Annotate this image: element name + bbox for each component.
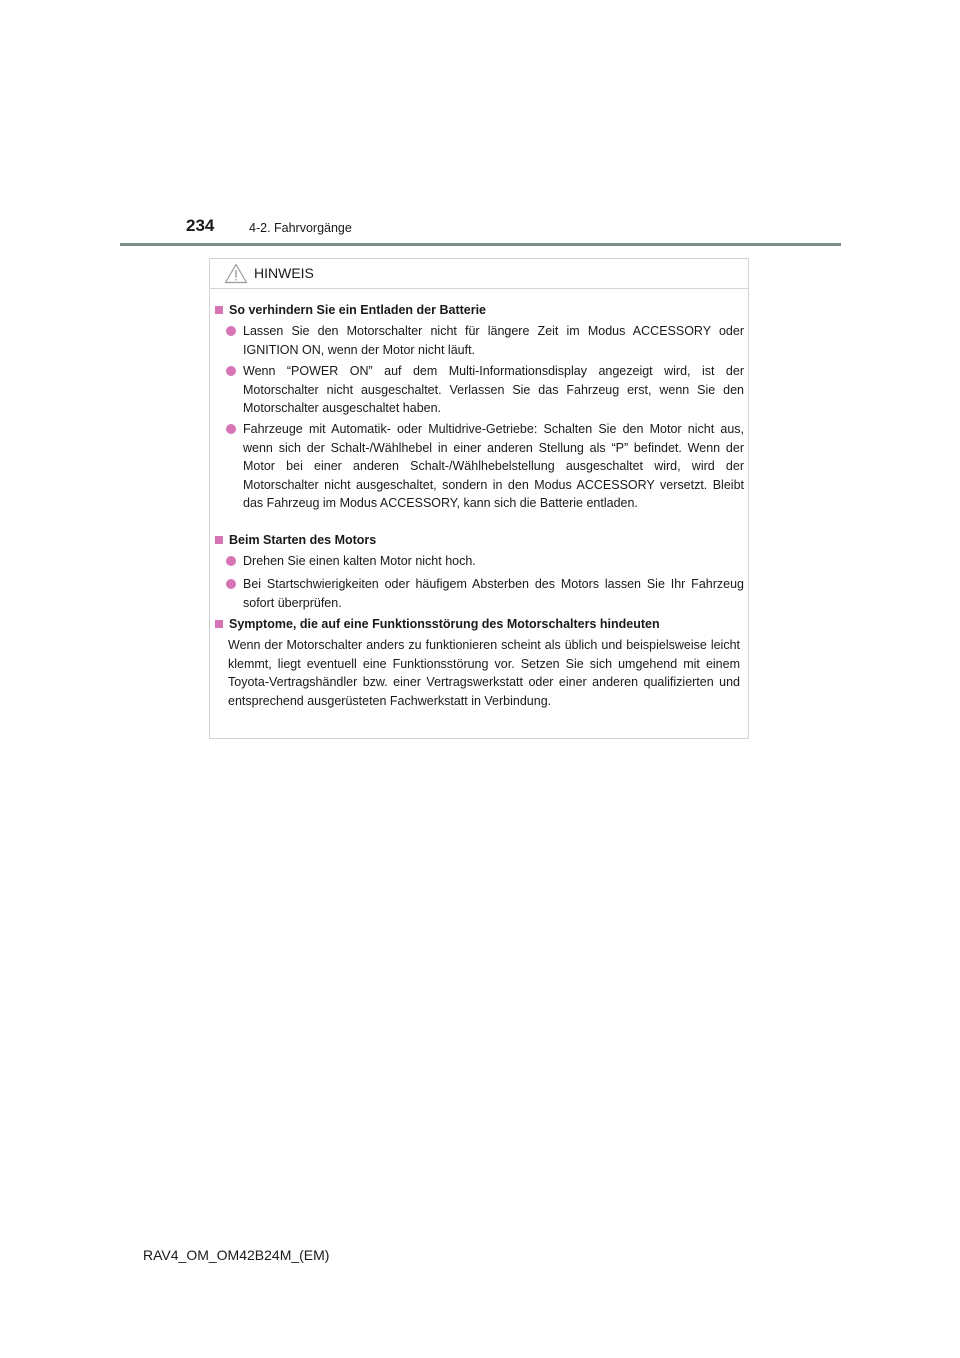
- warning-triangle-icon: [224, 263, 248, 284]
- bullet-text: Bei Startschwierigkeiten oder häufigem Absterben des Motors lassen Sie Ihr Fahrzeug sofort überprüfen.: [243, 577, 744, 610]
- round-bullet-icon: [226, 424, 236, 434]
- section-heading-symptoms: [215, 615, 660, 633]
- page-number: 234: [186, 216, 215, 235]
- heading-text: Beim Starten des Motors: [229, 533, 377, 547]
- section-heading-battery: [215, 301, 486, 319]
- section-paragraph: Wenn der Motorschalter anders zu funktionieren scheint als üblich und beispielsweise leicht klemmt, liegt eventuell eine Funktionsstörung vor. Setzen Sie sich umgehend mit einem Toyota-Vertragshändler bzw. einer Vertragswerkstatt oder einer anderen qualifizierten und entsprechend ausgerüsteten Fachwerkstatt in Verbindung.: [228, 638, 740, 708]
- square-bullet-icon: [215, 620, 223, 628]
- notice-title: HINWEIS: [254, 265, 314, 281]
- bullet-text: Lassen Sie den Motorschalter nicht für längere Zeit im Modus ACCESSORY oder IGNITION ON, wenn der Motor nicht läuft.: [243, 324, 744, 357]
- notice-box: [209, 258, 749, 739]
- round-bullet-icon: [226, 556, 236, 566]
- bullet-text: Drehen Sie einen kalten Motor nicht hoch.: [243, 554, 476, 568]
- footer-code: RAV4_OM_OM42B24M_(EM): [143, 1247, 330, 1263]
- header-rule: [120, 243, 841, 246]
- round-bullet-icon: [226, 326, 236, 336]
- round-bullet-icon: [226, 579, 236, 589]
- bullet-item: [226, 420, 744, 513]
- bullet-item: [226, 575, 744, 612]
- square-bullet-icon: [215, 306, 223, 314]
- bullet-item: [226, 322, 744, 359]
- section-title: 4-2. Fahrvorgänge: [249, 221, 352, 235]
- bullet-text: Wenn “POWER ON” auf dem Multi-Informationsdisplay angezeigt wird, ist der Motorschalter nicht ausgeschaltet. Verlassen Sie das Fahrzeug erst, wenn Sie den Motorschalter ausgeschaltet haben.: [243, 364, 744, 415]
- square-bullet-icon: [215, 536, 223, 544]
- notice-header: [210, 259, 748, 289]
- heading-text: Symptome, die auf eine Funktionsstörung des Motorschalters hindeuten: [229, 617, 660, 631]
- heading-text: So verhindern Sie ein Entladen der Batterie: [229, 303, 487, 317]
- round-bullet-icon: [226, 366, 236, 376]
- section-heading-starting: [215, 531, 376, 549]
- bullet-text: Fahrzeuge mit Automatik- oder Multidrive-Getriebe: Schalten Sie den Motor nicht aus, wenn sich der Schalt-/Wählhebel in einer anderen Stellung als “P” befindet. Wenn der Motor bei einer anderen Schalt-/Wählhebelstellung ausgeschaltet wird, wird der Motorschalter nicht ausgeschaltet, sondern in den Modus ACCESSORY versetzt. Bleibt das Fahrzeug im Modus ACCESSORY, kann sich die Batterie entladen.: [243, 422, 744, 510]
- bullet-item: [226, 362, 744, 418]
- bullet-item: [226, 552, 744, 571]
